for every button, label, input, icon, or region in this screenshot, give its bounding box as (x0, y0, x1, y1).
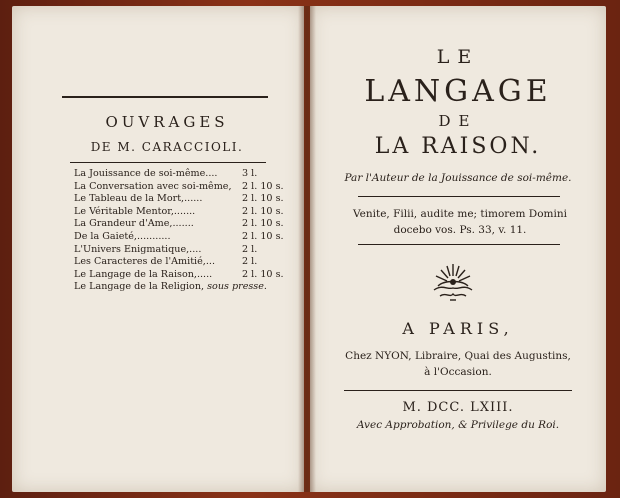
list-item (74, 181, 286, 194)
list-item (74, 244, 286, 257)
date-rule (344, 390, 572, 391)
top-rule (62, 96, 268, 98)
work-title: De la Gaieté,........... (74, 230, 171, 242)
work-price: 2 l. 10 s. (242, 180, 284, 192)
epigraph-line-2: docebo vos. Ps. 33, v. 11. (393, 224, 527, 236)
work-title: La Conversation avec soi-même, (74, 180, 232, 192)
work-price: 2 l. 10 s. (242, 205, 284, 217)
list-item (74, 231, 286, 244)
list-item (74, 206, 286, 219)
publisher-line-1: Chez NYON, Libraire, Quai des Augustins, (345, 350, 571, 362)
title-raison: LA RAISON. (374, 134, 542, 159)
list-item (74, 218, 286, 231)
title-de: DE (438, 112, 478, 130)
list-item (74, 256, 286, 269)
work-price: 3 l. (242, 168, 258, 179)
list-item (74, 281, 286, 294)
works-author: DE M. CARACCIOLI. (90, 140, 244, 154)
work-title: Le Langage de la Raison,..... (74, 268, 213, 280)
work-title: Les Caracteres de l'Amitié,... (74, 256, 215, 268)
work-title: Le Tableau de la Mort,...... (74, 193, 203, 205)
work-title: L'Univers Enigmatique,.... (74, 243, 202, 255)
publisher (330, 348, 586, 380)
city: A PARIS, (402, 319, 514, 338)
epigraph-bottom-rule (358, 244, 560, 245)
work-price: 2 l. 10 s. (242, 193, 284, 205)
epigraph (350, 206, 570, 238)
publisher-line-2: à l'Occasion. (424, 366, 492, 378)
works-rule (70, 162, 266, 163)
works-list (74, 168, 286, 294)
epigraph-line-1: Venite, Filii, audite me; timorem Domini (353, 208, 567, 220)
work-title: Le Véritable Mentor,....... (74, 205, 196, 217)
work-note: sous presse. (207, 281, 267, 293)
author-line: Par l'Auteur de la Jouissance de soi-même. (344, 172, 572, 184)
publication-date: M. DCC. LXIII. (402, 400, 514, 415)
list-item (74, 269, 286, 282)
works-heading: OUVRAGES (105, 113, 229, 131)
work-title (74, 281, 286, 294)
list-item (74, 168, 286, 181)
title-le: LE (436, 46, 480, 68)
title-langage: LANGAGE (364, 74, 552, 109)
work-title: La Jouissance de soi-même.... (74, 168, 218, 179)
work-price: 2 l. (242, 243, 258, 255)
work-title: La Grandeur d'Ame,....... (74, 218, 194, 230)
work-price: 2 l. 10 s. (242, 268, 284, 280)
work-price: 2 l. (242, 256, 258, 268)
privilege-line: Avec Approbation, & Privilege du Roi. (356, 419, 560, 431)
epigraph-top-rule (358, 196, 560, 197)
work-price: 2 l. 10 s. (242, 230, 284, 242)
fleuron-ornament-icon (428, 260, 478, 304)
list-item (74, 193, 286, 206)
work-price: 2 l. 10 s. (242, 218, 284, 230)
work-title-text: Le Langage de la Religion, (74, 281, 205, 293)
